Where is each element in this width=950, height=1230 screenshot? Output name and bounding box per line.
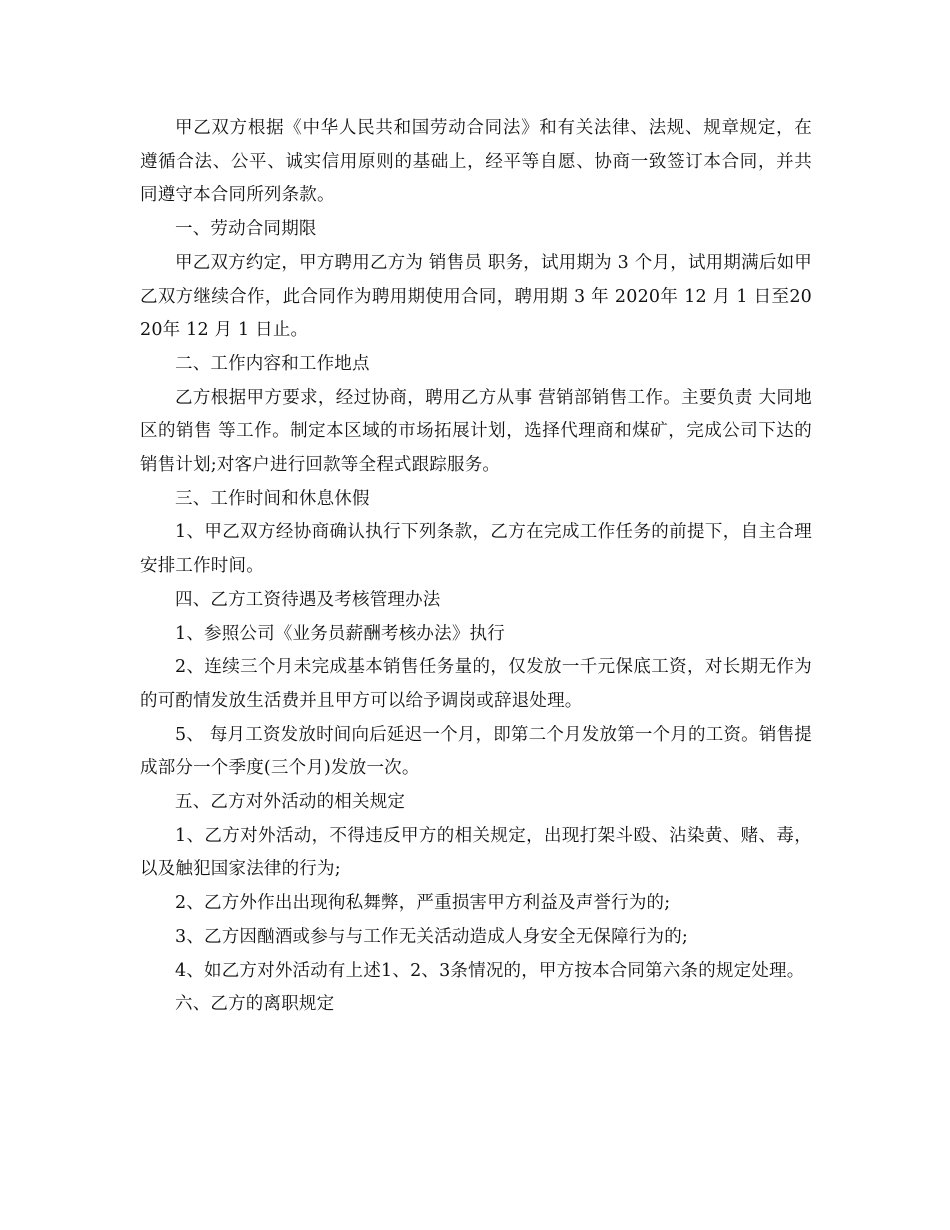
- section-heading-salary: 四、乙方工资待遇及考核管理办法: [175, 589, 441, 610]
- intro-paragraph: 甲乙双方根据《中华人民共和国劳动合同法》和有关法律、法规、规章规定，在遵循合法、公平、诚实信用原则的基础上，经平等自愿、协商一致签订本合同，并共同遵守本合同所列条款。: [140, 118, 812, 206]
- section-heading-work-content: 二、工作内容和工作地点: [175, 353, 370, 374]
- work-hours-item-1: 1、甲乙双方经协商确认执行下列条款，乙方在完成工作任务的前提下，自主合理安排工作时间。: [140, 522, 812, 577]
- external-activities-item-2: 2、乙方外作出出现徇私舞弊，严重损害甲方利益及声誉行为的;: [175, 893, 671, 914]
- section-heading-contract-term: 一、劳动合同期限: [175, 219, 317, 240]
- work-content-paragraph: 乙方根据甲方要求，经过协商，聘用乙方从事 营销部销售工作。主要负责 大同地区的销售 等工作。制定本区域的市场拓展计划，选择代理商和煤矿，完成公司下达的销售计划;对客户进行回款等全程式跟踪服务。: [140, 387, 812, 476]
- external-activities-item-1: 1、乙方对外活动，不得违反甲方的相关规定，出现打架斗殴、沾染黄、赌、毒，以及触犯国家法律的行为;: [140, 825, 812, 880]
- salary-item-2: 2、连续三个月未完成基本销售任务量的，仅发放一千元保底工资，对长期无作为的可酌情发放生活费并且甲方可以给予调岗或辞退处理。: [140, 657, 812, 711]
- document-body: [140, 112, 812, 1022]
- section-heading-external-activities: 五、乙方对外活动的相关规定: [175, 792, 406, 813]
- section-heading-resignation: 六、乙方的离职规定: [175, 994, 335, 1015]
- section-heading-work-hours: 三、工作时间和休息休假: [175, 488, 370, 509]
- external-activities-item-4: 4、如乙方对外活动有上述1、2、3条情况的，甲方按本合同第六条的规定处理。: [175, 960, 805, 981]
- salary-item-5: 5、 每月工资发放时间向后延迟一个月，即第二个月发放第一个月的工资。销售提成部分一个季度(三个月)发放一次。: [140, 724, 812, 779]
- salary-item-1: 1、参照公司《业务员薪酬考核办法》执行: [175, 623, 505, 644]
- external-activities-item-3: 3、乙方因酗酒或参与与工作无关活动造成人身安全无保障行为的;: [175, 926, 689, 947]
- contract-term-paragraph: 甲乙双方约定，甲方聘用乙方为 销售员 职务，试用期为 3 个月，试用期满后如甲乙双方继续合作，此合同作为聘用期使用合同，聘用期 3 年 2020年 12 月 1 日至2020年 12 月 1 日止。: [140, 252, 812, 341]
